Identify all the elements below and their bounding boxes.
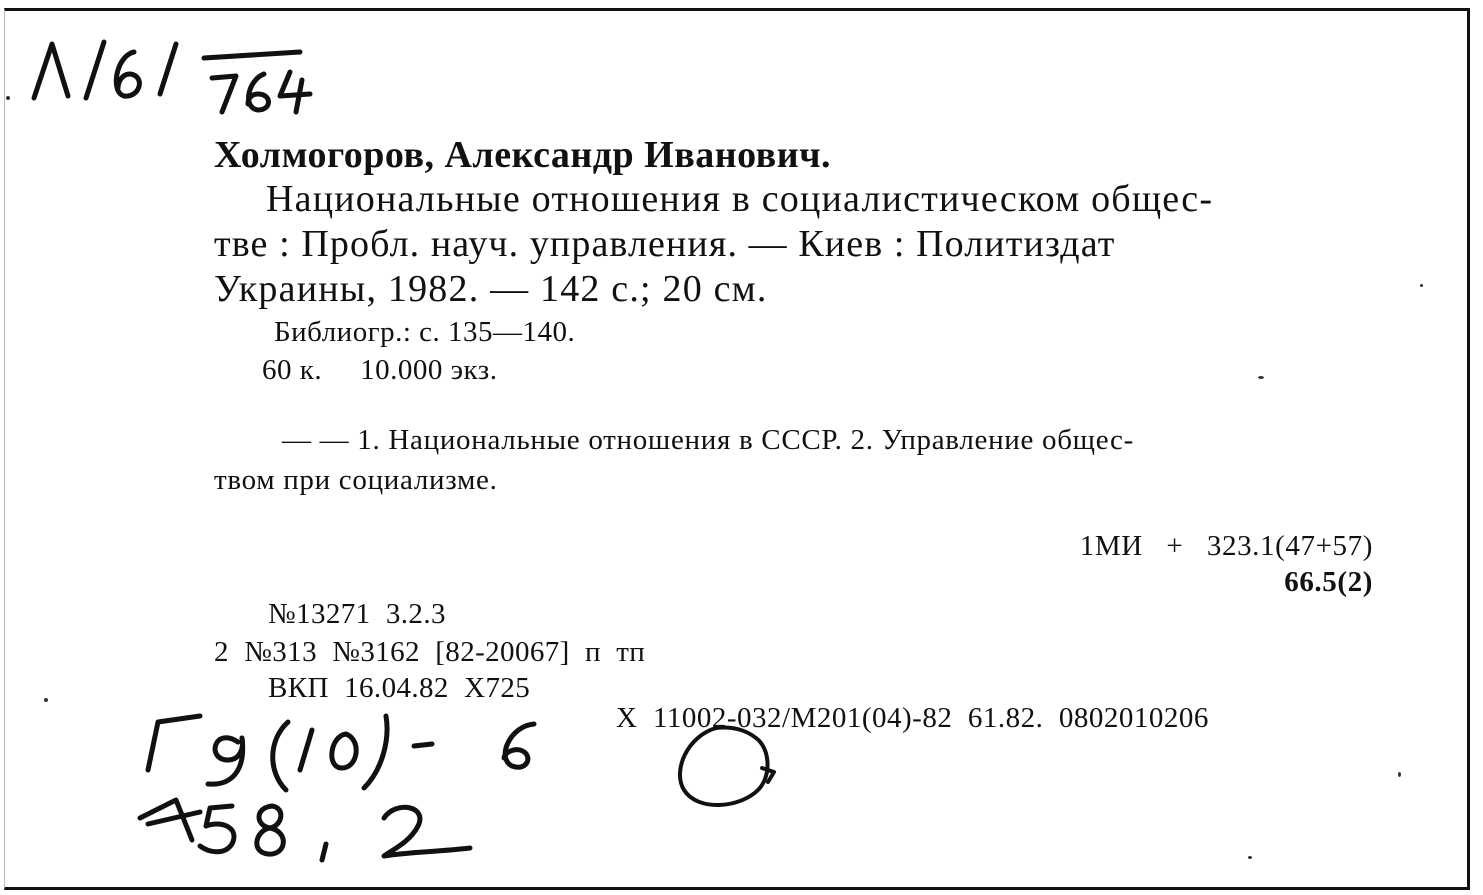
handwritten-circle-mark	[680, 727, 774, 805]
card-title-line-1: Национальные отношения в социалистическом общес-	[266, 178, 1214, 220]
subjects-line-1: — — 1. Национальные отношения в СССР. 2. Управление общес-	[282, 424, 1134, 456]
service-line-2: 2 №313 №3162 [82-20067] п тп	[214, 636, 646, 668]
price: 60 к.	[262, 354, 323, 386]
publisher-code-line: Х 11002-032/М201(04)-82 61.82. 0802010206	[616, 702, 1209, 734]
speck	[6, 96, 10, 100]
card-author: Холмогоров, Александр Иванович.	[214, 134, 832, 176]
classification-line-1: 1МИ + 323.1(47+57)	[1079, 530, 1373, 562]
handwritten-shelf-mark	[148, 716, 534, 790]
card-title-line-3: Украины, 1982. — 142 с.; 20 см.	[214, 268, 768, 310]
handwritten-call-number	[34, 42, 176, 98]
speck	[1420, 284, 1423, 287]
subjects-line-2: твом при социализме.	[214, 464, 498, 496]
print-run: 10.000 экз.	[360, 354, 498, 386]
speck	[1398, 772, 1401, 777]
handwritten-shelf-number	[140, 800, 470, 860]
card-title-line-2: тве : Пробл. науч. управления. — Киев : Политиздат	[214, 223, 1116, 265]
speck	[1248, 856, 1252, 859]
bibliography-note: Библиогр.: с. 135—140.	[274, 316, 576, 348]
handwritten-fraction	[204, 52, 310, 112]
service-line-1: №13271 3.2.3	[268, 598, 446, 630]
price-and-run	[262, 356, 497, 385]
speck	[44, 698, 48, 702]
service-line-3: ВКП 16.04.82 Х725	[268, 672, 531, 704]
classification-line-2: 66.5(2)	[1284, 566, 1373, 598]
speck	[1258, 376, 1264, 379]
